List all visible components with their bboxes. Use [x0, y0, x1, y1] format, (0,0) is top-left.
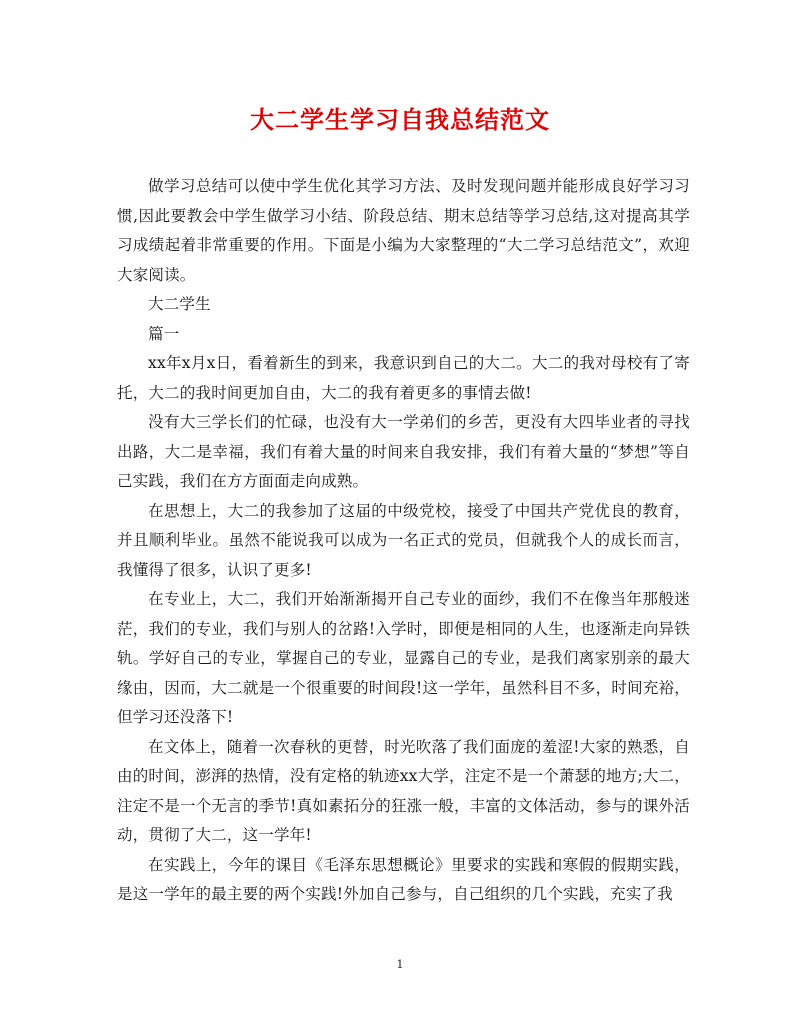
paragraph-practice: 在实践上，今年的课目《毛泽东思想概论》里要求的实践和寒假的假期实践，是这一学年的最主要的两个实践!外加自己参与，自己组织的几个实践，充实了我 [117, 855, 690, 903]
document-body [117, 172, 690, 910]
paragraph-date-opening: xx年x月x日，看着新生的到来，我意识到自己的大二。大二的我对母校有了寄托，大二的我时间更加自由，大二的我有着更多的事情去做! [117, 354, 690, 402]
paragraph-section-heading: 大二学生 [148, 295, 211, 313]
paragraph-part-label: 篇一 [148, 324, 180, 343]
page-number: 1 [396, 958, 404, 971]
document-title: 大二学生学习自我总结范文 [250, 105, 550, 134]
paragraph-ideology: 在思想上，大二的我参加了这届的中级党校，接受了中国共产党优良的教育，并且顺利毕业。虽然不能说我可以成为一名正式的党员，但就我个人的成长而言，我懂得了很多，认识了更多! [117, 501, 690, 579]
paragraph-sophomore-happiness: 没有大三学长们的忙碌，也没有大一学弟们的乡苦，更没有大四毕业者的寻找出路，大二是幸福，我们有着大量的时间来自我安排，我们有着大量的“梦想”等自己实践，我们在方方面面走向成熟。 [117, 413, 690, 490]
paragraph-culture-sports: 在文体上，随着一次春秋的更替，时光吹落了我们面庞的羞涩!大家的熟悉，自由的时间，澎湃的热情，没有定格的轨迹xx大学，注定不是一个萧瑟的地方;大二，注定不是一个无言的季节!真如素拓分的狂涨一般，丰富的文体活动，参与的课外活动，贯彻了大二，这一学年! [117, 737, 690, 844]
paragraph-intro: 做学习总结可以使中学生优化其学习方法、及时发现问题并能形成良好学习习惯,因此要教会中学生做学习小结、阶段总结、期末总结等学习总结,这对提高其学习成绩起着非常重要的作用。下面是小编为大家整理的“大二学习总结范文”，欢迎大家阅读。 [117, 177, 690, 284]
paragraph-major-study: 在专业上，大二，我们开始渐渐揭开自己专业的面纱，我们不在像当年那般迷茫，我们的专业，我们与别人的岔路!入学时，即便是相同的人生，也逐渐走向异铁轨。学好自己的专业，掌握自己的专业，显露自己的专业，是我们离家别亲的最大缘由，因而，大二就是一个很重要的时间段!这一学年，虽然科目不多，时间充裕，但学习还没落下! [117, 590, 690, 726]
